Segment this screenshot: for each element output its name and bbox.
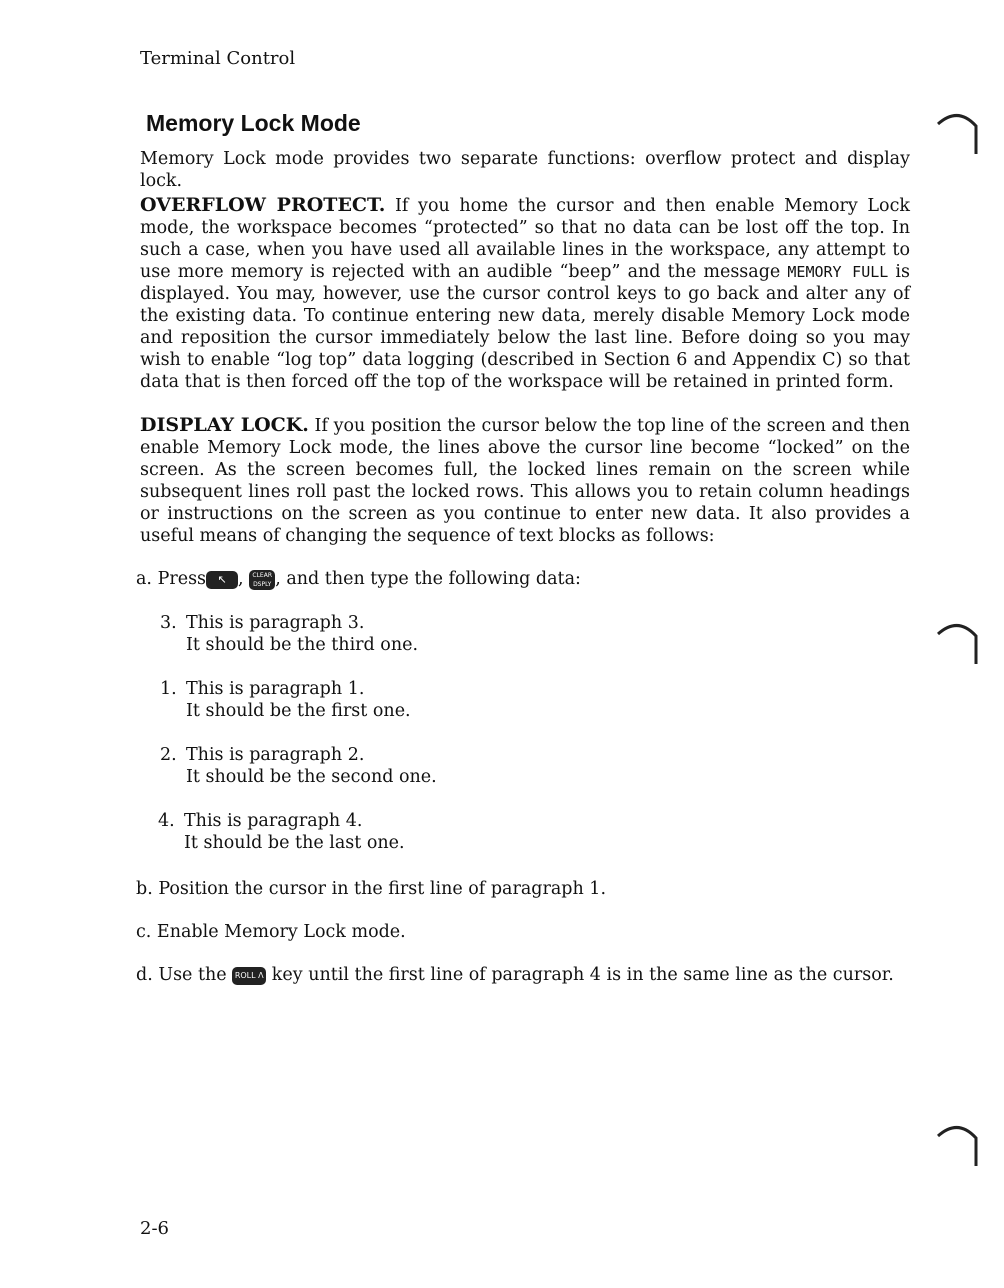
overflow-text-1: If you home the cursor and then enable Memory Lock mode, the workspace becomes “protected” so that no data can be lost off the top. In such a case, when you have used all available lines in the workspace, any attempt to use more memory is rejected with an audible “beep” and the message — [140, 196, 910, 282]
step-a-rest: , and then type the following data: — [275, 569, 581, 589]
overflow-protect-heading: OVERFLOW PROTECT. — [140, 194, 386, 216]
display-lock-heading: DISPLAY LOCK. — [140, 414, 309, 436]
thumb-tab-icon — [936, 1116, 980, 1168]
step-a-label: a. — [136, 569, 152, 589]
clear-display-key-icon — [249, 570, 275, 590]
list-item — [160, 744, 437, 788]
step-d-rest: key until the first line of paragraph 4 is in the same line as the cursor. — [271, 965, 894, 985]
section-title: Memory Lock Mode — [146, 110, 361, 136]
running-header: Terminal Control — [140, 48, 296, 69]
item-line2: It should be the second one. — [186, 767, 437, 787]
item-number: 4. — [158, 811, 175, 831]
memory-full-message: MEMORY FULL — [787, 263, 889, 281]
step-c: c. Enable Memory Lock mode. — [136, 922, 406, 942]
display-lock-text: If you position the cursor below the top line of the screen and then enable Memory Lock mode, the lines above the cursor line become “locked” on the screen. As the screen becomes full, the locked lines remain on the screen while subsequent lines roll past the locked rows. This allows you to retain column headings or instructions on the screen as you continue to enter new data. It also provides a useful means of changing the sequence of text blocks as follows: — [140, 416, 910, 546]
item-line1: This is paragraph 3. — [186, 613, 365, 633]
intro-paragraph: Memory Lock mode provides two separate functions: overflow protect and display lock. — [140, 149, 910, 191]
clear-key-line1: CLEAR — [252, 571, 272, 579]
roll-up-key-icon: ROLL Λ — [232, 967, 266, 985]
display-lock-paragraph — [140, 414, 910, 547]
thumb-tab-icon — [936, 614, 980, 666]
item-line2: It should be the first one. — [186, 701, 411, 721]
list-item — [160, 678, 411, 722]
item-number: 2. — [160, 745, 177, 765]
clear-key-line2: DSPLY — [253, 580, 272, 588]
list-item — [160, 612, 418, 656]
thumb-tab-icon — [936, 104, 980, 156]
step-b: b. Position the cursor in the first line of paragraph 1. — [136, 879, 607, 899]
item-number: 1. — [160, 679, 177, 699]
step-d — [136, 964, 894, 986]
item-line1: This is paragraph 2. — [186, 745, 365, 765]
item-line2: It should be the last one. — [184, 833, 405, 853]
overflow-text-2: is displayed. You may, however, use the cursor control keys to go back and alter any of the existing data. To continue entering new data, merely disable Memory Lock mode and reposition the cursor immediately below the last line. Before doing so you may wish to enable “log top” data logging (described in Section 6 and Appendix C) so that data that is then forced off the top of the workspace will be retained in printed form. — [140, 262, 911, 392]
item-line2: It should be the third one. — [186, 635, 419, 655]
step-d-label: d. Use the — [136, 965, 227, 985]
item-line1: This is paragraph 4. — [184, 811, 363, 831]
list-item — [158, 810, 405, 854]
item-number: 3. — [160, 613, 177, 633]
overflow-protect-paragraph — [140, 194, 910, 393]
step-a-separator: , — [238, 569, 244, 589]
step-a — [136, 568, 581, 590]
item-line1: This is paragraph 1. — [186, 679, 365, 699]
home-key-icon: ↖ — [206, 571, 238, 589]
step-a-press: Press — [157, 569, 207, 589]
page-number: 2-6 — [140, 1218, 169, 1239]
